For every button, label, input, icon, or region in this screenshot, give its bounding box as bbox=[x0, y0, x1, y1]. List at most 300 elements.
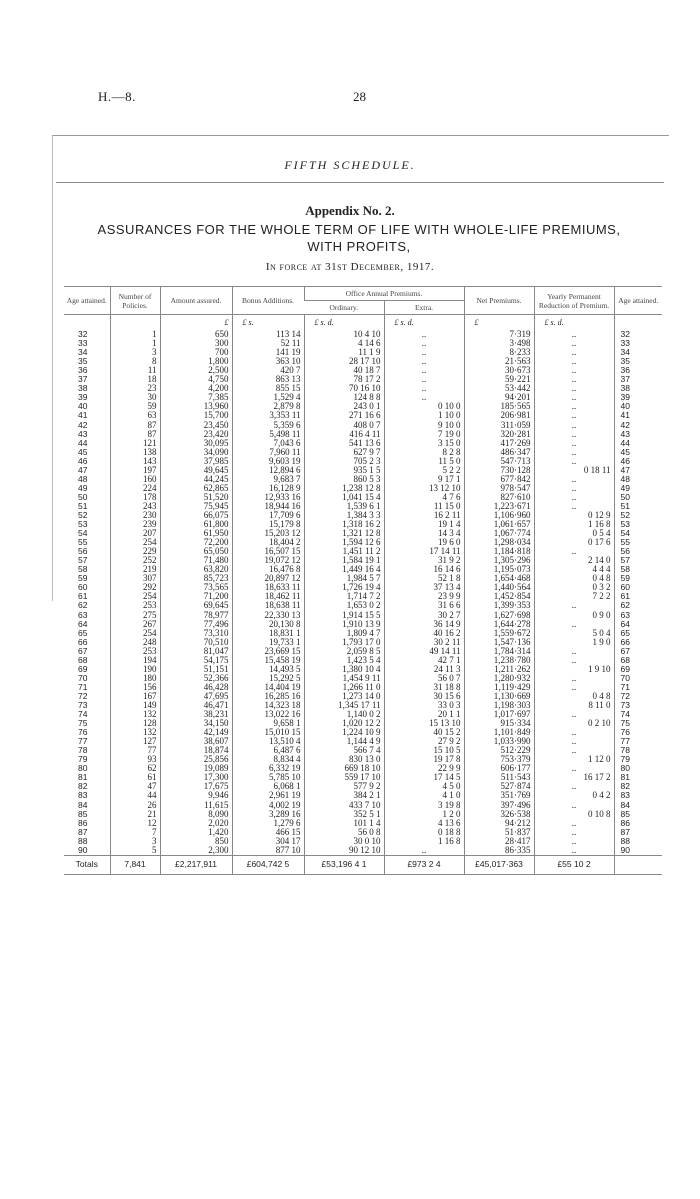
cell-extra: 30 2 7 bbox=[384, 611, 464, 620]
cell-ordinary: 1,238 12 8 bbox=[304, 484, 384, 493]
cell-yearly: 1 12 0 bbox=[534, 755, 614, 764]
cell-age: 73 bbox=[78, 699, 88, 710]
cell-policies: 253 bbox=[110, 601, 160, 610]
cell-amount: 23,450 bbox=[160, 421, 232, 430]
unit-bonus: £ s. bbox=[232, 315, 304, 331]
cell-policies: 190 bbox=[110, 665, 160, 674]
cell-policies: 93 bbox=[110, 755, 160, 764]
cell-extra: 22 9 9 bbox=[384, 764, 464, 773]
cell-bonus: 17,709 6 bbox=[232, 511, 304, 520]
cell-yearly: .. bbox=[534, 728, 614, 737]
cell-policies: 23 bbox=[110, 384, 160, 393]
cell-policies: 87 bbox=[110, 430, 160, 439]
cell-age: 35 bbox=[78, 356, 88, 367]
cell-amount: 9,946 bbox=[160, 791, 232, 800]
cell-age: 85 bbox=[78, 808, 88, 819]
cell-yearly: 4 4 4 bbox=[534, 565, 614, 574]
cell-ordinary: 1,380 10 4 bbox=[304, 665, 384, 674]
cell-amount: 62,865 bbox=[160, 484, 232, 493]
cell-amount: 61,950 bbox=[160, 529, 232, 538]
cell-ordinary: 4 14 6 bbox=[304, 339, 384, 348]
cell-ordinary: 124 8 8 bbox=[304, 393, 384, 402]
cell-extra: 4 1 0 bbox=[384, 791, 464, 800]
col-office-premiums: Office Annual Premiums. bbox=[304, 287, 464, 301]
cell-net: 1,399·353 bbox=[464, 601, 534, 610]
unit-amount: £ bbox=[160, 315, 232, 331]
cell-ordinary: 101 1 4 bbox=[304, 819, 384, 828]
cell-policies: 132 bbox=[110, 728, 160, 737]
cell-age: 88 bbox=[78, 835, 88, 846]
cell-extra: 8 2 8 bbox=[384, 448, 464, 457]
cell-policies: 121 bbox=[110, 439, 160, 448]
cell-bonus: 18,404 2 bbox=[232, 538, 304, 547]
cell-amount: 70,510 bbox=[160, 638, 232, 647]
cell-age-right: 74 bbox=[614, 710, 662, 719]
col-yearly: Yearly Permanent Reduction of Premium. bbox=[534, 287, 614, 315]
cell-extra: .. bbox=[384, 366, 464, 375]
cell-age: 58 bbox=[78, 564, 88, 575]
cell-net: 677·842 bbox=[464, 475, 534, 484]
cell-age-right: 50 bbox=[614, 493, 662, 502]
cell-net: 527·874 bbox=[464, 782, 534, 791]
table-body bbox=[64, 315, 662, 856]
cell-policies: 77 bbox=[110, 746, 160, 755]
cell-extra: 31 6 6 bbox=[384, 601, 464, 610]
cell-policies: 44 bbox=[110, 791, 160, 800]
cell-ordinary: 830 13 0 bbox=[304, 755, 384, 764]
cell-policies: 59 bbox=[110, 402, 160, 411]
cell-age-right: 85 bbox=[614, 810, 662, 819]
cell-net: 1,223·671 bbox=[464, 502, 534, 511]
cell-age: 60 bbox=[78, 582, 88, 593]
cell-policies: 224 bbox=[110, 484, 160, 493]
cell-extra: 56 0 7 bbox=[384, 674, 464, 683]
cell-age: 90 bbox=[78, 844, 88, 855]
cell-net: 915·334 bbox=[464, 719, 534, 728]
cell-yearly: .. bbox=[534, 384, 614, 393]
cell-net: 1,106·960 bbox=[464, 511, 534, 520]
cell-extra: 17 14 11 bbox=[384, 547, 464, 556]
cell-extra: .. bbox=[384, 846, 464, 856]
cell-policies: 307 bbox=[110, 574, 160, 583]
cell-yearly: .. bbox=[534, 647, 614, 656]
cell-bonus: 12,933 16 bbox=[232, 493, 304, 502]
cell-amount: 51,151 bbox=[160, 665, 232, 674]
cell-age-right: 35 bbox=[614, 357, 662, 366]
cell-bonus: 7,043 6 bbox=[232, 439, 304, 448]
total-net: £45,017·363 bbox=[464, 855, 534, 874]
cell-policies: 21 bbox=[110, 810, 160, 819]
cell-extra: 30 15 6 bbox=[384, 692, 464, 701]
cell-amount: 85,723 bbox=[160, 574, 232, 583]
cell-net: 417·269 bbox=[464, 439, 534, 448]
cell-yearly: .. bbox=[534, 674, 614, 683]
total-age-right bbox=[614, 855, 662, 874]
cell-policies: 11 bbox=[110, 366, 160, 375]
cell-extra: 30 2 11 bbox=[384, 638, 464, 647]
cell-yearly: .. bbox=[534, 601, 614, 610]
cell-ordinary: 1,273 14 0 bbox=[304, 692, 384, 701]
cell-yearly: 0 12 9 bbox=[534, 511, 614, 520]
cell-ordinary: 90 12 10 bbox=[304, 846, 384, 856]
cell-age: 78 bbox=[78, 745, 88, 756]
cell-bonus: 3,289 16 bbox=[232, 810, 304, 819]
cell-age-right: 66 bbox=[614, 638, 662, 647]
cell-amount: 23,420 bbox=[160, 430, 232, 439]
cell-policies: 62 bbox=[110, 764, 160, 773]
cell-policies: 252 bbox=[110, 556, 160, 565]
cell-age-right: 51 bbox=[614, 502, 662, 511]
cell-age: 55 bbox=[78, 537, 88, 548]
cell-amount: 61,800 bbox=[160, 520, 232, 529]
cell-yearly: 0 3 2 bbox=[534, 583, 614, 592]
cell-age: 64 bbox=[78, 618, 88, 629]
cell-ordinary: 541 13 6 bbox=[304, 439, 384, 448]
cell-age-right: 80 bbox=[614, 764, 662, 773]
cell-policies: 127 bbox=[110, 737, 160, 746]
cell-age-right: 60 bbox=[614, 583, 662, 592]
cell-age-right: 82 bbox=[614, 782, 662, 791]
cell-ordinary: 1,384 3 3 bbox=[304, 511, 384, 520]
cell-net: 326·538 bbox=[464, 810, 534, 819]
total-age: Totals bbox=[64, 855, 110, 874]
cell-yearly: .. bbox=[534, 357, 614, 366]
col-age-right: Age attained. bbox=[614, 287, 662, 315]
cell-age-right: 65 bbox=[614, 629, 662, 638]
cell-age-right: 77 bbox=[614, 737, 662, 746]
col-extra: Extra. bbox=[384, 301, 464, 315]
cell-bonus: 9,683 7 bbox=[232, 475, 304, 484]
cell-yearly: 0 9 0 bbox=[534, 611, 614, 620]
cell-policies: 3 bbox=[110, 348, 160, 357]
cell-ordinary: 243 0 1 bbox=[304, 402, 384, 411]
cell-net: 606·177 bbox=[464, 764, 534, 773]
col-net: Net Premiums. bbox=[464, 287, 534, 315]
cell-net: 1,440·564 bbox=[464, 583, 534, 592]
cell-extra: 0 18 8 bbox=[384, 828, 464, 837]
cell-age-right: 46 bbox=[614, 457, 662, 466]
cell-age: 81 bbox=[78, 772, 88, 783]
cell-ordinary: 1,144 4 9 bbox=[304, 737, 384, 746]
cell-bonus: 13,510 4 bbox=[232, 737, 304, 746]
cell-ordinary: 860 5 3 bbox=[304, 475, 384, 484]
cell-ordinary: 1,345 17 11 bbox=[304, 701, 384, 710]
cell-age-right: 81 bbox=[614, 773, 662, 782]
cell-bonus: 19,072 12 bbox=[232, 556, 304, 565]
cell-bonus: 20,130 8 bbox=[232, 620, 304, 629]
cell-net: 30·673 bbox=[464, 366, 534, 375]
cell-ordinary: 1,714 7 2 bbox=[304, 592, 384, 601]
cell-yearly: .. bbox=[534, 493, 614, 502]
in-force-subtitle: In force at 31st December, 1917. bbox=[265, 261, 435, 273]
cell-age: 87 bbox=[78, 826, 88, 837]
cell-bonus: 16,507 15 bbox=[232, 547, 304, 556]
cell-net: 547·713 bbox=[464, 457, 534, 466]
cell-amount: 15,700 bbox=[160, 411, 232, 420]
cell-amount: 34,150 bbox=[160, 719, 232, 728]
cell-policies: 180 bbox=[110, 674, 160, 683]
cell-policies: 178 bbox=[110, 493, 160, 502]
cell-extra: .. bbox=[384, 348, 464, 357]
cell-net: 1,101·849 bbox=[464, 728, 534, 737]
cell-age-right: 55 bbox=[614, 538, 662, 547]
cell-net: 1,130·669 bbox=[464, 692, 534, 701]
cell-amount: 73,310 bbox=[160, 629, 232, 638]
cell-policies: 63 bbox=[110, 411, 160, 420]
col-age: Age attained. bbox=[64, 287, 110, 315]
cell-bonus: 5,498 11 bbox=[232, 430, 304, 439]
cell-yearly: .. bbox=[534, 502, 614, 511]
cell-net: 51·837 bbox=[464, 828, 534, 837]
col-ordinary: Ordinary. bbox=[304, 301, 384, 315]
cell-extra: 16 14 6 bbox=[384, 565, 464, 574]
cell-age-right: 54 bbox=[614, 529, 662, 538]
cell-net: 512·229 bbox=[464, 746, 534, 755]
cell-bonus: 15,292 5 bbox=[232, 674, 304, 683]
cell-amount: 18,874 bbox=[160, 746, 232, 755]
cell-yearly: .. bbox=[534, 393, 614, 402]
cell-age: 84 bbox=[78, 799, 88, 810]
cell-bonus: 304 17 bbox=[232, 837, 304, 846]
cell-ordinary: 577 9 2 bbox=[304, 782, 384, 791]
cell-policies: 194 bbox=[110, 656, 160, 665]
cell-net: 1,017·697 bbox=[464, 710, 534, 719]
cell-amount: 300 bbox=[160, 339, 232, 348]
cell-policies: 230 bbox=[110, 511, 160, 520]
cell-policies: 26 bbox=[110, 800, 160, 809]
cell-net: 978·547 bbox=[464, 484, 534, 493]
cell-ordinary: 1,041 15 4 bbox=[304, 493, 384, 502]
cell-yearly: .. bbox=[534, 375, 614, 384]
cell-age-right: 90 bbox=[614, 846, 662, 856]
cell-age-right: 43 bbox=[614, 430, 662, 439]
cell-policies: 132 bbox=[110, 710, 160, 719]
cell-net: 3·498 bbox=[464, 339, 534, 348]
cell-ordinary: 416 4 11 bbox=[304, 430, 384, 439]
cell-age: 66 bbox=[78, 636, 88, 647]
cell-yearly: 5 0 4 bbox=[534, 629, 614, 638]
cell-net: 1,184·818 bbox=[464, 547, 534, 556]
cell-yearly: 0 4 8 bbox=[534, 692, 614, 701]
cell-net: 1,559·672 bbox=[464, 629, 534, 638]
cell-bonus: 855 15 bbox=[232, 384, 304, 393]
cell-age-right: 32 bbox=[614, 330, 662, 339]
cell-yearly: .. bbox=[534, 366, 614, 375]
cell-yearly: .. bbox=[534, 846, 614, 856]
cell-age: 57 bbox=[78, 555, 88, 566]
cell-yearly: .. bbox=[534, 683, 614, 692]
cell-net: 511·543 bbox=[464, 773, 534, 782]
col-policies: Number of Policies. bbox=[110, 287, 160, 315]
cell-net: 1,061·657 bbox=[464, 520, 534, 529]
cell-ordinary: 28 17 10 bbox=[304, 357, 384, 366]
cell-bonus: 13,022 16 bbox=[232, 710, 304, 719]
cell-bonus: 466 15 bbox=[232, 828, 304, 837]
cell-net: 1,280·932 bbox=[464, 674, 534, 683]
cell-yearly: 16 17 2 bbox=[534, 773, 614, 782]
cell-policies: 248 bbox=[110, 638, 160, 647]
cell-extra: 9 17 1 bbox=[384, 475, 464, 484]
unit-extra: £ s. d. bbox=[384, 315, 464, 331]
cell-amount: 19,089 bbox=[160, 764, 232, 773]
cell-ordinary: 559 17 10 bbox=[304, 773, 384, 782]
cell-net: 1,654·468 bbox=[464, 574, 534, 583]
cell-age-right: 34 bbox=[614, 348, 662, 357]
cell-amount: 46,471 bbox=[160, 701, 232, 710]
cell-yearly: .. bbox=[534, 330, 614, 339]
cell-amount: 38,231 bbox=[160, 710, 232, 719]
cell-ordinary: 1,423 5 4 bbox=[304, 656, 384, 665]
cell-bonus: 363 10 bbox=[232, 357, 304, 366]
cell-yearly: .. bbox=[534, 746, 614, 755]
cell-age: 51 bbox=[78, 500, 88, 511]
cell-age-right: 87 bbox=[614, 828, 662, 837]
cell-yearly: .. bbox=[534, 448, 614, 457]
cell-age: 72 bbox=[78, 690, 88, 701]
cell-yearly: 0 5 4 bbox=[534, 529, 614, 538]
cell-amount: 700 bbox=[160, 348, 232, 357]
cell-amount: 54,175 bbox=[160, 656, 232, 665]
cell-age: 59 bbox=[78, 573, 88, 584]
cell-bonus: 6,068 1 bbox=[232, 782, 304, 791]
cell-net: 53·442 bbox=[464, 384, 534, 393]
cell-extra: .. bbox=[384, 357, 464, 366]
cell-yearly: .. bbox=[534, 457, 614, 466]
cell-ordinary: 1,321 12 8 bbox=[304, 529, 384, 538]
cell-amount: 4,200 bbox=[160, 384, 232, 393]
cell-amount: 850 bbox=[160, 837, 232, 846]
title-line-2: WITH PROFITS, bbox=[307, 239, 411, 254]
col-bonus: Bonus Additions. bbox=[232, 287, 304, 315]
cell-policies: 12 bbox=[110, 819, 160, 828]
cell-extra: 19 17 8 bbox=[384, 755, 464, 764]
cell-net: 1,198·303 bbox=[464, 701, 534, 710]
cell-extra: 15 10 5 bbox=[384, 746, 464, 755]
cell-net: 94·201 bbox=[464, 393, 534, 402]
cell-age-right: 62 bbox=[614, 601, 662, 610]
cell-bonus: 16,128 9 bbox=[232, 484, 304, 493]
cell-age-right: 64 bbox=[614, 620, 662, 629]
cell-amount: 37,985 bbox=[160, 457, 232, 466]
cell-age: 62 bbox=[78, 600, 88, 611]
cell-age-right: 44 bbox=[614, 439, 662, 448]
cell-ordinary: 1,726 19 4 bbox=[304, 583, 384, 592]
cell-ordinary: 1,984 5 7 bbox=[304, 574, 384, 583]
cell-ordinary: 56 0 8 bbox=[304, 828, 384, 837]
total-amount: £2,217,911 bbox=[160, 855, 232, 874]
cell-ordinary: 1,266 11 0 bbox=[304, 683, 384, 692]
cell-net: 7·319 bbox=[464, 330, 534, 339]
cell-ordinary: 70 16 10 bbox=[304, 384, 384, 393]
cell-age-right: 42 bbox=[614, 421, 662, 430]
cell-age-right: 49 bbox=[614, 484, 662, 493]
cell-net: 730·128 bbox=[464, 466, 534, 475]
cell-policies: 197 bbox=[110, 466, 160, 475]
cell-policies: 47 bbox=[110, 782, 160, 791]
cell-ordinary: 1,454 9 11 bbox=[304, 674, 384, 683]
cell-extra: 40 16 2 bbox=[384, 629, 464, 638]
cell-net: 351·769 bbox=[464, 791, 534, 800]
total-ordinary: £53,196 4 1 bbox=[304, 855, 384, 874]
cell-extra: 19 1 4 bbox=[384, 520, 464, 529]
cell-extra: 4 7 6 bbox=[384, 493, 464, 502]
cell-net: 8·233 bbox=[464, 348, 534, 357]
cell-net: 397·496 bbox=[464, 800, 534, 809]
cell-bonus: 863 13 bbox=[232, 375, 304, 384]
cell-yearly: .. bbox=[534, 737, 614, 746]
cell-extra: 11 5 0 bbox=[384, 457, 464, 466]
cell-bonus: 113 14 bbox=[232, 330, 304, 339]
cell-ordinary: 627 9 7 bbox=[304, 448, 384, 457]
cell-amount: 7,385 bbox=[160, 393, 232, 402]
cell-net: 320·281 bbox=[464, 430, 534, 439]
cell-age-right: 70 bbox=[614, 674, 662, 683]
total-bonus: £604,742 5 bbox=[232, 855, 304, 874]
cell-net: 1,644·278 bbox=[464, 620, 534, 629]
cell-amount: 63,820 bbox=[160, 565, 232, 574]
cell-bonus: 1,529 4 bbox=[232, 393, 304, 402]
cell-net: 1,211·262 bbox=[464, 665, 534, 674]
cell-amount: 1,800 bbox=[160, 357, 232, 366]
cell-amount: 78,977 bbox=[160, 611, 232, 620]
title-line-1: ASSURANCES FOR THE WHOLE TERM OF LIFE WITH WHOLE-LIFE PREMIUMS, bbox=[97, 222, 621, 237]
cell-amount: 71,200 bbox=[160, 592, 232, 601]
cell-age-right: 78 bbox=[614, 746, 662, 755]
cell-age-right: 86 bbox=[614, 819, 662, 828]
cell-net: 1,238·780 bbox=[464, 656, 534, 665]
cell-age-right: 38 bbox=[614, 384, 662, 393]
cell-net: 185·565 bbox=[464, 402, 534, 411]
cell-amount: 69,645 bbox=[160, 601, 232, 610]
cell-yearly: .. bbox=[534, 439, 614, 448]
cell-extra: 13 12 10 bbox=[384, 484, 464, 493]
cell-ordinary: 1,140 0 2 bbox=[304, 710, 384, 719]
total-policies: 7,841 bbox=[110, 855, 160, 874]
col-amount: Amount assured. bbox=[160, 287, 232, 315]
cell-age: 70 bbox=[78, 672, 88, 683]
cell-ordinary: 433 7 10 bbox=[304, 800, 384, 809]
cell-ordinary: 1,914 15 5 bbox=[304, 611, 384, 620]
cell-net: 1,452·854 bbox=[464, 592, 534, 601]
cell-policies: 7 bbox=[110, 828, 160, 837]
cell-bonus: 12,894 6 bbox=[232, 466, 304, 475]
cell-ordinary: 40 18 7 bbox=[304, 366, 384, 375]
unit-ordinary: £ s. d. bbox=[304, 315, 384, 331]
cell-age: 68 bbox=[78, 654, 88, 665]
cell-age: 50 bbox=[78, 491, 88, 502]
cell-policies: 167 bbox=[110, 692, 160, 701]
cell-age: 41 bbox=[78, 410, 88, 421]
cell-amount: 8,090 bbox=[160, 810, 232, 819]
cell-age-right: 57 bbox=[614, 556, 662, 565]
cell-amount: 2,500 bbox=[160, 366, 232, 375]
cell-age: 86 bbox=[78, 817, 88, 828]
cell-yearly: .. bbox=[534, 837, 614, 846]
cell-bonus: 18,831 1 bbox=[232, 629, 304, 638]
appendix-heading: Appendix No. 2. bbox=[305, 203, 395, 218]
cell-policies: 138 bbox=[110, 448, 160, 457]
cell-net: 753·379 bbox=[464, 755, 534, 764]
cell-extra: 7 19 0 bbox=[384, 430, 464, 439]
cell-age: 80 bbox=[78, 763, 88, 774]
cell-ordinary: 1,449 16 4 bbox=[304, 565, 384, 574]
cell-yearly: .. bbox=[534, 348, 614, 357]
divider bbox=[56, 182, 664, 183]
cell-extra: 4 5 0 bbox=[384, 782, 464, 791]
cell-bonus: 6,332 19 bbox=[232, 764, 304, 773]
cell-amount: 4,750 bbox=[160, 375, 232, 384]
cell-age-right: 72 bbox=[614, 692, 662, 701]
